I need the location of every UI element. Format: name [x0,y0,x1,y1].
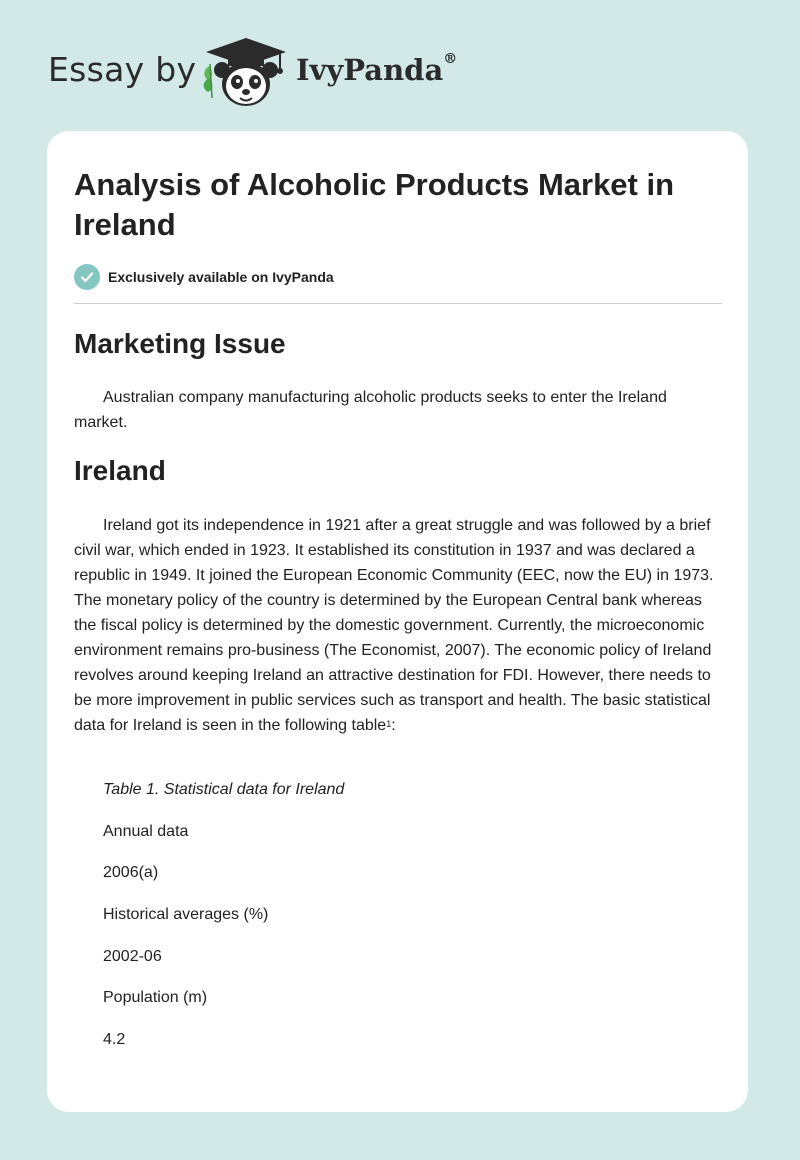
footnote-link[interactable]: 1 [386,719,392,729]
table-caption: Table 1. Statistical data for Ireland [103,781,345,798]
registered-mark: ® [443,51,458,67]
section-heading-ireland: Ireland [74,455,166,486]
section-paragraph-marketing-issue: Australian company manufacturing alcoholic products seeks to enter the Ireland market. [74,389,667,431]
brand-name[interactable]: IvyPanda® [296,51,458,87]
essay-by-label: Essay by [48,50,197,89]
section-heading-marketing-issue: Marketing Issue [74,328,286,359]
exclusive-label: Exclusively available on IvyPanda [108,269,334,285]
article-card [47,131,748,1112]
site-header [0,0,800,130]
exclusive-badge [74,264,334,290]
table-cell: 2002-06 [103,948,162,965]
section-paragraph-ireland: Ireland got its independence in 1921 after a great struggle and was followed by a brief civil war, which ended in 1923. It established its constitution in 1937 and was declared a republic in 1949. It joined the European Economic Community (EEC, now the EU) in 1973. The monetary policy of the country is determined by the European Central bank whereas the fiscal policy is determined by the domestic government. Currently, the microeconomic environment remains pro-business (The Economist, 2007). The economic policy of Ireland revolves around keeping Ireland an attractive destination for FDI. However, there needs to be more improvement in public services such as transport and health. The basic statistical data for Ireland is seen in the following table$^1$: [74,517,714,734]
divider [74,303,722,304]
table-cell: Annual data [103,823,189,840]
table-cell: 2006(a) [103,864,159,881]
page-title: Analysis of Alcoholic Products Market in Ireland [74,167,675,242]
table-cell: Historical averages (%) [103,906,269,923]
panda-graduate-icon[interactable] [200,36,292,110]
table-cell: Population (m) [103,989,208,1006]
table-cell: 4.2 [103,1031,126,1048]
check-circle-icon [74,264,100,290]
